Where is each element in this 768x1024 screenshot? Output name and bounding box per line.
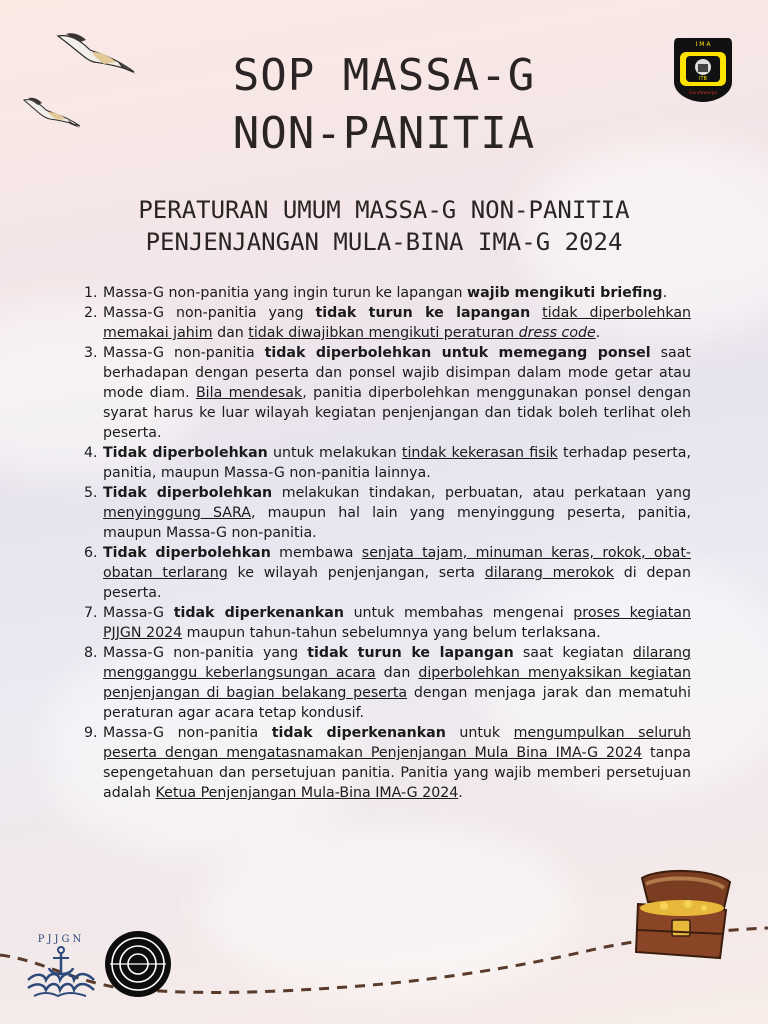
rule-text: tidak turun ke lapangan — [315, 305, 531, 321]
rule-text: untuk — [445, 725, 514, 741]
rule-text: mengumpulkan seluruh peserta dengan mengatasnamakan Penjenjangan Mula Bina IMA-G 2024 — [103, 725, 692, 761]
logo-bottom-text: Gandawarga — [688, 91, 718, 96]
rule-text: untuk melakukan — [267, 445, 402, 461]
rule-text: tidak diperkenankan — [173, 605, 344, 621]
rule-text: Tidak diperbolehkan — [103, 545, 271, 561]
rule-number: 3. — [84, 345, 98, 361]
rule-text — [530, 305, 542, 321]
rule-item — [84, 283, 691, 303]
rules-list — [84, 283, 691, 803]
rule-text: proses kegiatan PJJGN 2024 — [103, 605, 691, 641]
rule-text: terhadap peserta, panitia, maupun Massa-G non-panitia lainnya. — [103, 445, 691, 481]
rule-text: tidak diperbolehkan untuk memegang ponsel — [264, 345, 651, 361]
page-title-line2: NON-PANITIA — [232, 108, 536, 159]
rule-item — [84, 723, 691, 803]
circle-logo — [104, 930, 172, 998]
rule-text: tidak diperbolehkan memakai jahim — [103, 305, 692, 341]
subtitle-line2: PENJENJANGAN MULA-BINA IMA-G 2024 — [145, 228, 623, 256]
rule-number: 5. — [84, 485, 98, 501]
rule-text: dress code — [518, 325, 596, 341]
treasure-chest-icon — [628, 868, 736, 964]
anchor-icon — [49, 947, 73, 974]
rule-text: , panitia diperbolehkan menggunakan ponsel dengan syarat harus ke luar wilayah kegiatan penjenjangan dan tidak boleh terlihat oleh peserta. — [103, 385, 691, 441]
rule-text: tidak turun ke lapangan — [307, 645, 514, 661]
rule-number: 4. — [84, 445, 98, 461]
rule-item — [84, 643, 691, 723]
rule-text: dengan menjaga jarak dan mematuhi peraturan agar acara tetap kondusif. — [103, 685, 691, 721]
logo-itb-text: ITB — [699, 76, 707, 82]
rule-text: tidak diperkenankan — [271, 725, 446, 741]
rule-text: saat berhadapan dengan peserta dan ponsel wajib disimpan dalam mode getar atau mode diam. — [103, 345, 691, 401]
rule-text: wajib mengikuti briefing — [467, 285, 663, 301]
rule-item — [84, 343, 691, 443]
rule-text: . — [458, 785, 463, 801]
rule-text: Tidak diperbolehkan — [103, 445, 268, 461]
rule-text: dan — [212, 325, 249, 341]
rule-text: dilarang merokok — [484, 565, 615, 581]
rule-text: Ketua Penjenjangan Mula-Bina IMA-G 2024 — [155, 785, 459, 801]
rule-text: melakukan tindakan, perbuatan, atau perkataan yang — [272, 485, 691, 501]
page-title-line1: SOP MASSA-G — [232, 50, 536, 101]
rule-text: menyinggung SARA — [103, 505, 251, 521]
rule-item — [84, 303, 691, 343]
rule-text: saat kegiatan — [513, 645, 633, 661]
rule-text: tidak diwajibkan mengikuti peraturan — [248, 325, 519, 341]
rule-text: Massa-G non-panitia yang — [103, 305, 316, 321]
rule-text: Massa-G non-panitia yang ingin turun ke lapangan — [103, 285, 468, 301]
rule-text: , maupun hal lain yang menyinggung peserta, panitia, maupun Massa-G non-panitia. — [103, 505, 691, 541]
rule-number: 1. — [84, 285, 98, 301]
rule-number: 7. — [84, 605, 98, 621]
rule-text: dan — [375, 665, 419, 681]
rule-text: Massa-G — [103, 605, 174, 621]
pjjgn-text: PJJGN — [37, 934, 85, 945]
rule-number: 6. — [84, 545, 98, 561]
rule-text: maupun tahun-tahun sebelumnya yang belum terlaksana. — [182, 625, 601, 641]
rule-item — [84, 443, 691, 483]
subtitle-line1: PERATURAN UMUM MASSA-G NON-PANITIA — [138, 196, 630, 224]
rule-number: 2. — [84, 305, 98, 321]
rule-text: tanpa sepengetahuan dan persetujuan panitia. Panitia yang wajib memberi persetujuan adalah — [103, 745, 691, 801]
rule-text: Tidak diperbolehkan — [103, 485, 273, 501]
rule-text: . — [662, 285, 668, 301]
rule-text: Massa-G non-panitia — [103, 725, 272, 741]
rule-number: 8. — [84, 645, 98, 661]
rule-text: tindak kekerasan fisik — [401, 445, 558, 461]
rule-item — [84, 483, 691, 543]
rule-text: ke wilayah penjenjangan, serta — [227, 565, 485, 581]
rule-text: membawa — [270, 545, 362, 561]
rule-text: Bila mendesak — [195, 385, 303, 401]
rule-text: Massa-G non-panitia — [103, 345, 265, 361]
rule-text: diperbolehkan menyaksikan kegiatan penjenjangan di bagian belakang peserta — [103, 665, 692, 701]
rule-text: senjata tajam, minuman keras, rokok, obat-obatan terlarang — [103, 545, 691, 581]
logo-top-text: I M A — [695, 41, 711, 48]
rule-text: . — [595, 325, 601, 341]
rule-number: 9. — [84, 725, 98, 741]
rule-item — [84, 603, 691, 643]
rule-text: dilarang mengganggu keberlangsungan acara — [103, 645, 692, 681]
rule-text: Massa-G non-panitia yang — [103, 645, 308, 661]
pjjgn-logo — [24, 928, 98, 1000]
rule-text: di depan peserta. — [103, 565, 691, 601]
rule-item — [84, 543, 691, 603]
rule-text: untuk membahas mengenai — [343, 605, 574, 621]
